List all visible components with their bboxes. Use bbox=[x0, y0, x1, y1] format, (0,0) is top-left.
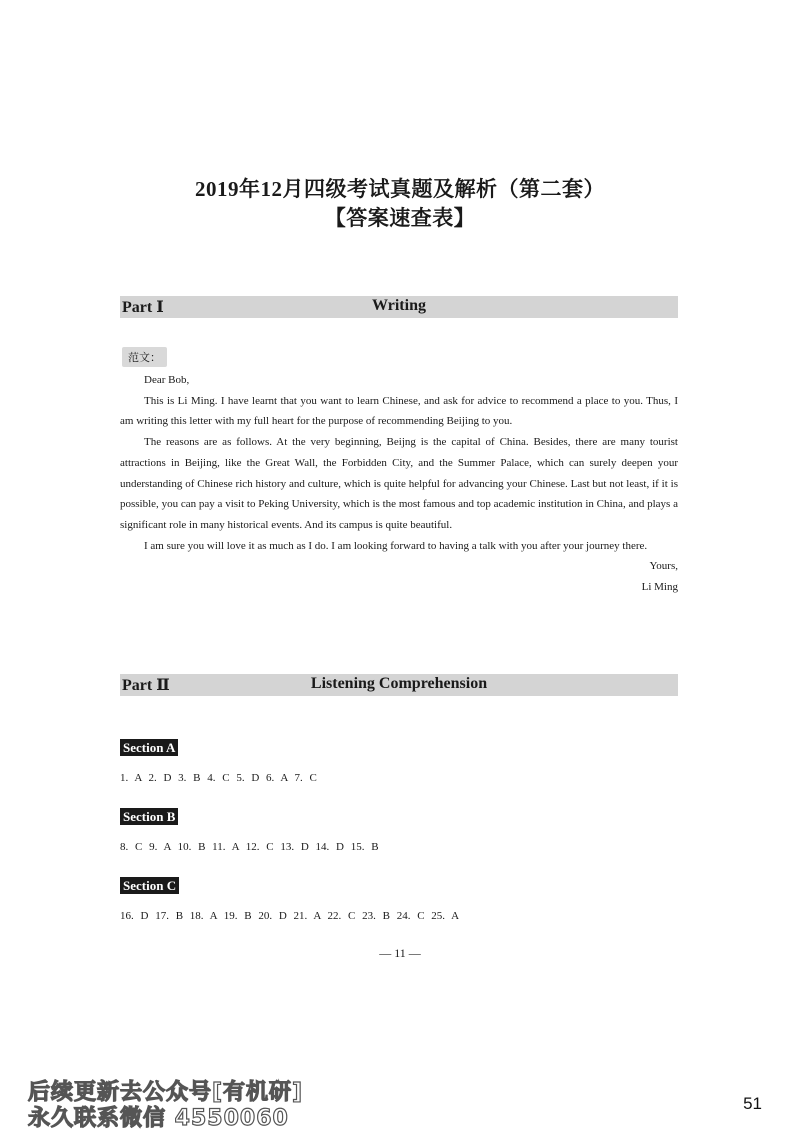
section-b-tag: Section B bbox=[120, 808, 178, 825]
letter-signature: Li Ming bbox=[641, 581, 678, 594]
letter-paragraph: The reasons are as follows. At the very beginning, Beijng is the capital of China. Besides, there are many tourist attractions in Beijing, like the Great Wall, the Forbidden City, and the Summer Palace, which can surely deepen your understanding of Chinese rich history and culture, which is quite helpful for advancing your Chinese. Last but not least, if it is possible, you can pay a visit to Peking University, which is the most famous and top academic institution in China, and plays a significant role in many historical events. And its campus is quite beautiful. bbox=[120, 436, 678, 531]
letter-paragraph: This is Li Ming. I have learnt that you want to learn Chinese, and ask for advice to recommend a place to you. Thus, I am writing this letter with my full heart for the purpose of recommending Beijing to you. bbox=[120, 394, 678, 428]
document-title: 2019年12月四级考试真题及解析（第二套） bbox=[195, 177, 605, 201]
letter-greeting: Dear Bob, bbox=[144, 374, 190, 386]
section-a-tag: Section A bbox=[120, 739, 178, 756]
part1-name: Writing bbox=[372, 297, 426, 314]
section-b-answers: 8. C 9. A 10. B 11. A 12. C 13. D 14. D 15. B bbox=[120, 841, 379, 853]
page-number: — 11 — bbox=[379, 946, 421, 960]
part2-name: Listening Comprehension bbox=[310, 675, 488, 692]
document-subtitle: 【答案速查表】 bbox=[324, 206, 476, 230]
part1-header bbox=[120, 296, 678, 318]
section-c-tag: Section C bbox=[120, 877, 179, 894]
letter-closing: Yours, bbox=[649, 560, 678, 573]
sample-essay-tag: 范文： bbox=[122, 347, 167, 367]
watermark-line1: 后续更新去公众号[有机研] bbox=[28, 1080, 304, 1105]
sample-letter bbox=[120, 370, 678, 598]
part2-header bbox=[120, 674, 678, 696]
watermark-line2: 永久联系微信 4550060 bbox=[28, 1106, 289, 1131]
section-a-answers: 1. A 2. D 3. B 4. C 5. D 6. A 7. C bbox=[120, 772, 317, 784]
corner-page-number: 51 bbox=[743, 1094, 762, 1113]
part2-label: Part Ⅱ bbox=[122, 677, 170, 694]
letter-paragraph: I am sure you will love it as much as I do. I am looking forward to having a talk with you after your journey there. bbox=[144, 539, 648, 552]
section-c-answers: 16. D 17. B 18. A 19. B 20. D 21. A 22. C 23. B 24. C 25. A bbox=[120, 910, 460, 922]
part1-label: Part Ⅰ bbox=[122, 299, 164, 316]
